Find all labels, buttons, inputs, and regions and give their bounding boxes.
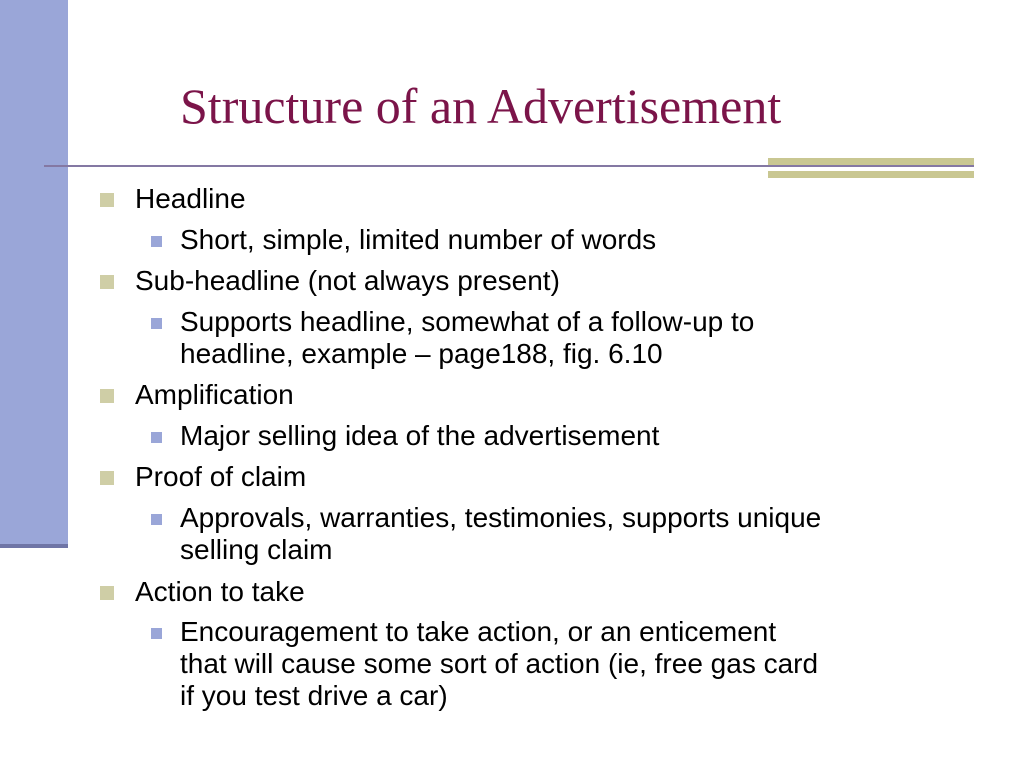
bullet-item: Amplification: [135, 379, 294, 410]
square-bullet-icon: [151, 318, 162, 329]
square-bullet-icon: [100, 586, 114, 600]
square-bullet-icon: [100, 389, 114, 403]
square-bullet-icon: [100, 275, 114, 289]
sub-bullet-item: Major selling idea of the advertisement: [180, 420, 660, 451]
sub-bullet-item: Supports headline, somewhat of a follow-up to headline, example – page188, fig. 6.10: [180, 306, 755, 369]
bullet-item: Action to take: [135, 576, 305, 607]
square-bullet-icon: [151, 236, 162, 247]
square-bullet-icon: [151, 514, 162, 525]
square-bullet-icon: [100, 193, 114, 207]
sub-bullet-item: Approvals, warranties, testimonies, supports unique selling claim: [180, 502, 822, 565]
square-bullet-icon: [151, 432, 162, 443]
bullet-item: Sub-headline (not always present): [135, 265, 560, 296]
square-bullet-icon: [151, 628, 162, 639]
bullet-item: Proof of claim: [135, 461, 307, 492]
sub-bullet-item: Short, simple, limited number of words: [180, 224, 657, 255]
slide-title: Structure of an Advertisement: [180, 78, 782, 134]
bullet-item: Headline: [135, 183, 246, 214]
sub-bullet-item: Encouragement to take action, or an enticement that will cause some sort of action (ie, free gas card if you test drive a car): [180, 616, 819, 711]
square-bullet-icon: [100, 471, 114, 485]
